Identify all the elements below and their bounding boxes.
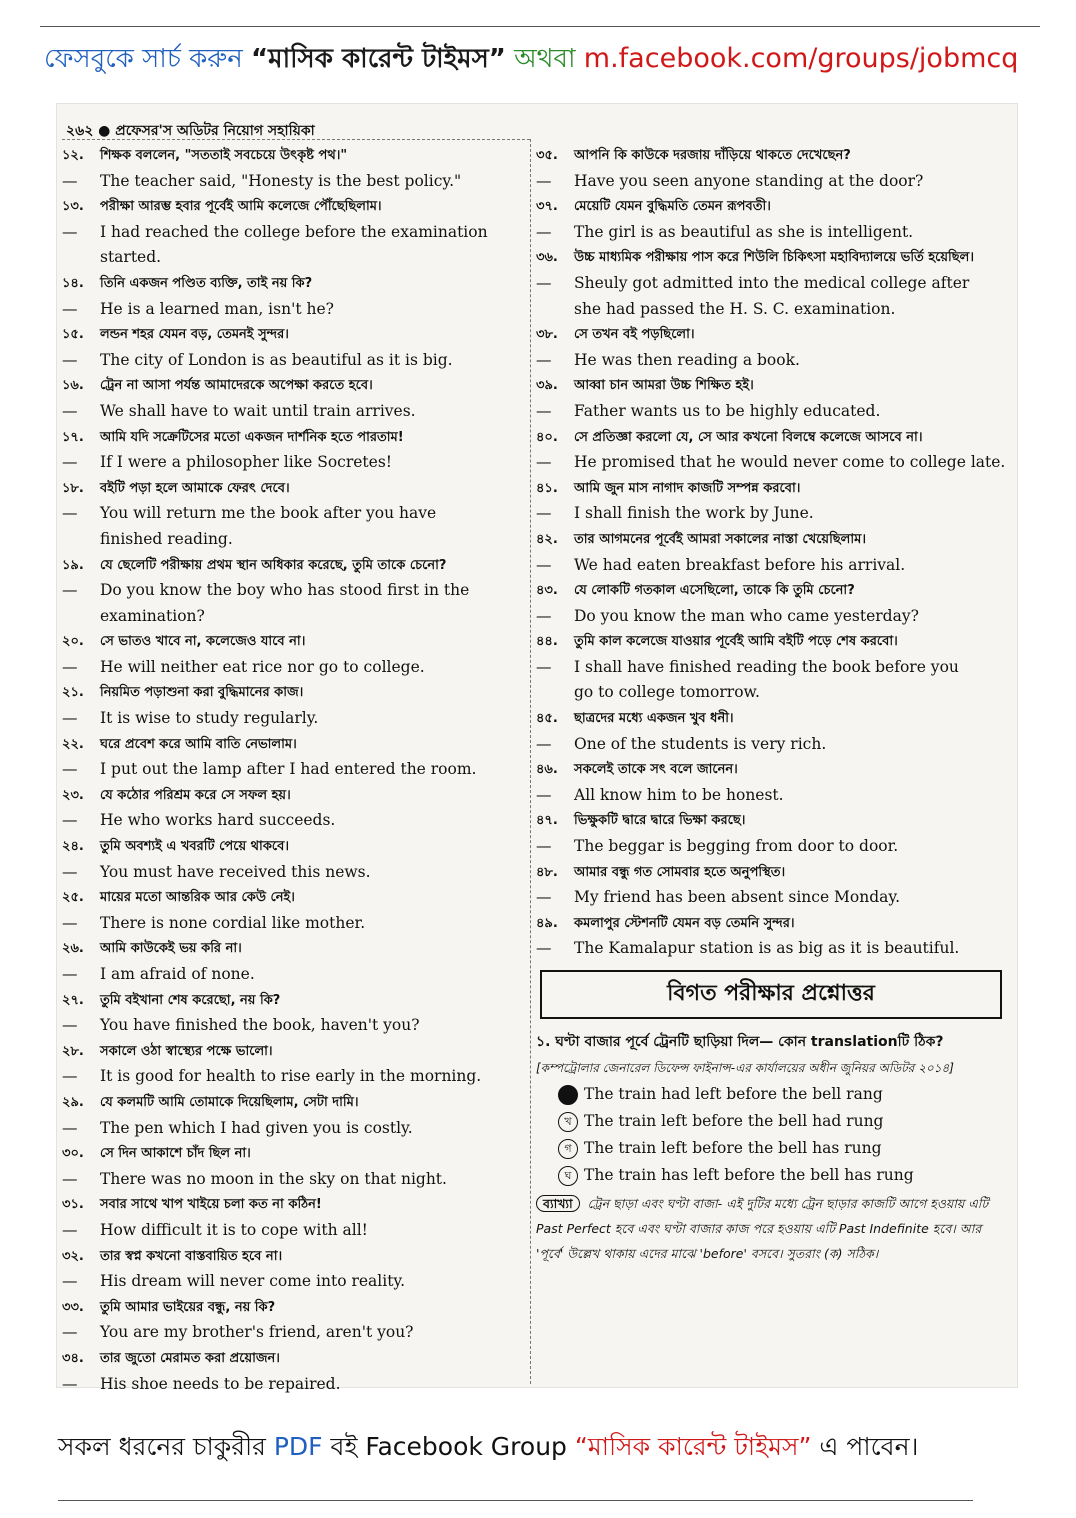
left-column [62,143,530,1397]
option-text: The train had left before the bell rang [584,1085,883,1103]
sentence-english [62,757,530,783]
dash-marker: — [536,734,552,753]
bangla-text: সে দিন আকাশে চাঁদ ছিল না। [100,1146,251,1162]
english-text: He will neither eat rice nor go to college. [100,657,425,676]
english-text: You have finished the book, haven't you? [100,1016,420,1035]
sentence-bangla [536,706,1006,732]
dash-marker: — [62,350,78,369]
dash-marker: — [536,785,552,804]
item-number: ৩৩. [62,1299,84,1315]
bangla-text: পরীক্ষা আরম্ভ হবার পূর্বেই আমি কলেজে পৌঁছেছিলাম। [100,199,382,215]
top-rule [40,26,1040,27]
english-text: Have you seen anyone standing at the door? [574,171,924,190]
explanation [536,1191,1006,1266]
bottom-rule [58,1500,973,1501]
column-divider [530,139,531,1384]
item-number: ১৫. [62,327,84,343]
sentence-english [62,1218,530,1244]
sentence-bangla [62,1141,530,1167]
item-number: ৪৩. [536,583,558,599]
answer-option [536,1081,1006,1108]
english-text: The Kamalapur station is as big as it is beautiful. [574,939,960,958]
dash-marker: — [536,222,552,241]
dash-marker: — [62,1374,78,1393]
english-text: His shoe needs to be repaired. [100,1374,341,1393]
sentence-english [536,297,1006,323]
sentence-bangla [536,245,1006,271]
option-marker: খ [558,1112,578,1132]
bangla-text: আমার বন্ধু গত সোমবার হতে অনুপস্থিত। [574,864,786,880]
item-number: ৩২. [62,1248,84,1264]
sentence-bangla [62,1346,530,1372]
dash-marker: — [62,760,78,779]
selected-option-marker [558,1085,578,1105]
dash-marker: — [62,581,78,600]
sentence-english [62,604,530,630]
sentence-bangla [62,476,530,502]
dash-marker: — [62,504,78,523]
exam-question [536,1029,1006,1081]
dash-marker: — [62,709,78,728]
item-number: ৪১. [536,480,558,496]
sentence-bangla [62,988,530,1014]
item-number: ২৯. [62,1094,84,1110]
answer-options [536,1081,1006,1189]
item-number: ৩৬. [536,250,558,266]
dash-marker: — [62,1169,78,1188]
item-number: ১৪. [62,275,84,291]
sentence-english [62,655,530,681]
dash-marker: — [62,1220,78,1239]
bangla-text: আমি জুন মাস নাগাদ কাজটি সম্পন্ন করবো। [574,480,801,496]
explanation-text: ট্রেন ছাড়া এবং ঘণ্টা বাজা- এই দুটির মধ্যে ট্রেন ছাড়ার কাজটি আগে হওয়ায় এটি Past Perfect হবে এবং ঘণ্টা বাজার কাজ পরে হওয়ায় এটি Past Indefinite হবে। আর 'পূর্বে' উল্লেখ থাকায় এদের মাঝে 'before' বসবে। সুতরাং (ক) সঠিক। [536,1196,989,1261]
sentence-english [62,399,530,425]
page-header: ২৬২ ● প্রফেসর'স অডিটর নিয়োগ সহায়িকা [66,123,315,139]
sentence-english [62,1372,530,1398]
footer-text-1: সকল ধরনের চাকুরীর [58,1432,266,1461]
footer-group-name: “মাসিক কারেন্ট টাইমস” [574,1432,812,1461]
english-text: Sheuly got admitted into the medical college after [574,273,970,292]
english-text: You must have received this news. [100,862,371,881]
bangla-text: তুমি বইখানা শেষ করেছো, নয় কি? [100,992,281,1008]
sentence-bangla [62,732,530,758]
item-number: ৪০. [536,429,558,445]
english-text: I shall finish the work by June. [574,504,814,523]
sentence-english [62,962,530,988]
right-column [536,143,1006,1266]
item-number: ৪২. [536,531,558,547]
sentence-bangla [62,936,530,962]
bangla-text: ছাত্রদের মধ্যে একজন খুব ধনী। [574,711,734,727]
banner-group-name: “মাসিক কারেন্ট টাইমস” [251,44,506,74]
english-text: I am afraid of none. [100,965,255,983]
sentence-english [536,680,1006,706]
sentence-english [62,706,530,732]
sentence-bangla [62,553,530,579]
option-text: The train left before the bell has rung [584,1139,882,1157]
sentence-english [62,1269,530,1295]
sentence-bangla [536,860,1006,886]
bangla-text: ট্রেন না আসা পর্যন্ত আমাদেরকে অপেক্ষা করতে হবে। [100,378,373,394]
sentence-english [536,169,1006,195]
footer-banner [58,1427,1018,1470]
item-number: ১৩. [62,199,84,215]
option-text: The train left before the bell had rung [584,1112,884,1130]
sentence-bangla [536,425,1006,451]
question-text: ঘণ্টা বাজার পূর্বে ট্রেনটি ছাড়িয়া দিল— কোন translationটি ঠিক? [555,1034,944,1050]
question-number: ১. [536,1034,551,1050]
dash-marker: — [62,1016,78,1035]
english-text: All know him to be honest. [574,785,784,804]
header-rule [62,139,530,140]
bangla-text: সে প্রতিজ্ঞা করলো যে, সে আর কখনো বিলম্বে কলেজে আসবে না। [574,429,923,445]
footer-text-3: এ পাবেন। [819,1432,919,1461]
english-text: Do you know the boy who has stood first in the [100,581,470,600]
bangla-text: আমি যদি সক্রেটিসের মতো একজন দার্শনিক হতে পারতাম! [100,429,404,445]
dash-marker: — [536,504,552,523]
sentence-english [62,860,530,886]
english-text: I shall have finished reading the book before you [574,657,959,676]
item-number: ৩০. [62,1146,84,1162]
sentence-english [62,911,530,937]
sentence-english [62,220,530,271]
english-text: He is a learned man, isn't he? [100,299,334,318]
bangla-text: মেয়েটি যেমন বুদ্ধিমতি তেমন রূপবতী। [574,199,771,215]
bangla-text: তুমি অবশ্যই এ খবরটি পেয়ে থাকবে। [100,839,290,855]
dash-marker: — [536,837,552,856]
item-number: ১৯. [62,557,84,573]
english-text: The teacher said, "Honesty is the best policy." [100,171,462,190]
banner-search-text: ফেসবুকে সার্চ করুন [44,44,243,74]
english-text: I had reached the college before the examination started. [100,222,488,267]
sentence-english [536,604,1006,630]
sentence-bangla [62,834,530,860]
item-number: ৩৮. [536,327,558,343]
item-number: ৪৬. [536,762,558,778]
english-text: We shall have to wait until train arrives. [100,401,416,420]
sentence-english [536,501,1006,527]
banner-link[interactable]: m.facebook.com/groups/jobmcq [583,43,1019,74]
sentence-english [536,783,1006,809]
banner-or-text: অথবা [514,44,576,74]
sentence-bangla [62,373,530,399]
sentence-bangla [536,476,1006,502]
sentence-english [62,808,530,834]
item-number: ১৮. [62,480,84,496]
sentence-bangla [536,194,1006,220]
item-number: ২৭. [62,992,84,1008]
dash-marker: — [536,939,552,958]
sentence-english [536,834,1006,860]
right-items [536,143,1006,962]
sentence-english [62,1320,530,1346]
dash-marker: — [62,453,78,472]
sentence-bangla [536,322,1006,348]
item-number: ৩১. [62,1197,84,1213]
sentence-bangla [536,629,1006,655]
english-text: The pen which I had given you is costly. [100,1118,413,1137]
exam-section-heading: বিগত পরীক্ষার প্রশ্নোত্তর [540,970,1002,1019]
sentence-bangla [62,425,530,451]
sentence-bangla [62,1192,530,1218]
option-text: The train has left before the bell has rung [584,1166,914,1184]
dash-marker: — [536,350,552,369]
sentence-english [536,732,1006,758]
dash-marker: — [536,888,552,907]
bangla-text: ঘরে প্রবেশ করে আমি বাতি নেভালাম। [100,736,297,752]
item-number: ১২. [62,148,84,163]
sentence-english [536,936,1006,962]
sentence-english [62,169,530,195]
dash-marker: — [536,453,552,472]
bangla-text: আপনি কি কাউকে দরজায় দাঁড়িয়ে থাকতে দেখেছেন? [574,148,851,163]
dash-marker: — [62,811,78,830]
dash-marker: — [62,1118,78,1137]
sentence-bangla [536,373,1006,399]
sentence-bangla [536,808,1006,834]
bangla-text: যে কঠোর পরিশ্রম করে সে সফল হয়। [100,787,291,803]
item-number: ৪৭. [536,813,558,829]
bangla-text: তুমি কাল কলেজে যাওয়ার পূর্বেই আমি বইটি পড়ে শেষ করবো। [574,634,898,650]
dash-marker: — [62,171,78,190]
dash-marker: — [62,965,78,983]
sentence-english [62,297,530,323]
english-text: The city of London is as beautiful as it is big. [100,350,453,369]
sentence-english [536,399,1006,425]
footer-text-2: বই Facebook Group [330,1432,567,1461]
sentence-english [536,271,1006,297]
sentence-bangla [62,143,530,169]
english-text: The beggar is begging from door to door. [574,837,899,856]
sentence-bangla [62,1090,530,1116]
english-text: He was then reading a book. [574,350,800,369]
sentence-bangla [536,143,1006,169]
sentence-english [62,578,530,604]
english-text: The girl is as beautiful as she is intelligent. [574,222,914,241]
bangla-text: তার আগমনের পূর্বেই আমরা সকালের নাস্তা খেয়েছিলাম। [574,531,866,547]
sentence-bangla [536,757,1006,783]
sentence-bangla [62,783,530,809]
sentence-bangla [536,911,1006,937]
sentence-english [536,450,1006,476]
sentence-english [62,1064,530,1090]
item-number: ২৪. [62,839,84,855]
dash-marker: — [62,913,78,932]
bangla-text: যে কলমটি আমি তোমাকে দিয়েছিলাম, সেটা দামি। [100,1094,359,1110]
dash-marker: — [62,657,78,676]
english-text: He promised that he would never come to college late. [574,453,1006,472]
answer-option [536,1162,1006,1189]
english-text: His dream will never come into reality. [100,1272,406,1291]
sentence-bangla [62,680,530,706]
english-text: You will return me the book after you have [100,504,437,523]
sentence-english [536,348,1006,374]
item-number: ২৬. [62,941,84,957]
bangla-text: সকলেই তাকে সৎ বলে জানেন। [574,762,738,778]
item-number: ১৬. [62,378,84,394]
sentence-bangla [62,194,530,220]
bangla-text: উচ্চ মাধ্যমিক পরীক্ষায় পাস করে শিউলি চিকিৎসা মহাবিদ্যালয়ে ভর্তি হয়েছিল। [574,250,974,266]
item-number: ৩৯. [536,378,558,394]
english-text: One of the students is very rich. [574,734,827,753]
english-text: You are my brother's friend, aren't you? [100,1323,414,1342]
english-text: How difficult it is to cope with all! [100,1220,368,1239]
item-number: ৩৭. [536,199,558,215]
sentence-bangla [62,629,530,655]
english-text: examination? [100,606,205,625]
scanned-page [56,103,1018,1393]
item-number: ৪৫. [536,711,558,727]
sentence-english [62,348,530,374]
bangla-text: আব্বা চান আমরা উচ্চ শিক্ষিত হই। [574,378,754,394]
bangla-text: কমলাপুর স্টেশনটি যেমন বড় তেমনি সুন্দর। [574,915,795,931]
dash-marker: — [62,1067,78,1086]
dash-marker: — [62,1272,78,1291]
bangla-text: মায়ের মতো আন্তরিক আর কেউ নেই। [100,890,295,906]
dash-marker: — [62,862,78,881]
sentence-english [62,1013,530,1039]
english-text: Father wants us to be highly educated. [574,401,881,420]
dash-marker: — [62,222,78,241]
item-number: ৪৪. [536,634,558,650]
footer-pdf: PDF [273,1432,323,1461]
bangla-text: তার জুতো মেরামত করা প্রয়োজন। [100,1350,280,1366]
item-number: ২৩. [62,787,84,803]
bangla-text: তিনি একজন পণ্ডিত ব্যক্তি, তাই নয় কি? [100,275,313,291]
english-text: There is none cordial like mother. [100,913,366,932]
sentence-english [536,553,1006,579]
bangla-text: শিক্ষক বললেন, "সততাই সবচেয়ে উৎকৃষ্ট পথ।" [100,148,348,163]
bangla-text: যে ছেলেটি পরীক্ষায় প্রথম স্থান অধিকার করেছে, তুমি তাকে চেনো? [100,557,447,573]
bangla-text: তুমি আমার ভাইয়ের বন্ধু, নয় কি? [100,1299,276,1315]
english-text: He who works hard succeeds. [100,811,336,830]
sentence-bangla [62,1244,530,1270]
bangla-text: আমি কাউকেই ভয় করি না। [100,941,242,957]
bangla-text: সবার সাথে খাপ খাইয়ে চলা কত না কঠিন! [100,1197,322,1213]
item-number: ১৭. [62,429,84,445]
english-text: We had eaten breakfast before his arrival. [574,555,906,574]
dash-marker: — [536,606,552,625]
sentence-english [536,885,1006,911]
dash-marker: — [62,299,78,318]
english-text: It is good for health to rise early in the morning. [100,1067,482,1086]
explanation-tag: ব্যাখ্যা [536,1195,580,1212]
item-number: ৪৮. [536,864,558,880]
option-marker: গ [558,1139,578,1159]
english-text: I put out the lamp after I had entered the room. [100,760,477,779]
english-text: go to college tomorrow. [574,683,760,702]
dash-marker: — [536,171,552,190]
sentence-english [62,1167,530,1193]
item-number: ২০. [62,634,84,650]
sentence-bangla [62,885,530,911]
english-text: she had passed the H. S. C. examination. [574,299,896,318]
dash-marker: — [536,555,552,574]
item-number: ২২. [62,736,84,752]
bangla-text: বইটি পড়া হলে আমাকে ফেরৎ দেবে। [100,480,290,496]
dash-marker: — [536,401,552,420]
dash-marker: — [62,401,78,420]
dash-marker: — [536,273,552,292]
bangla-text: সে ভাতও খাবে না, কলেজেও যাবে না। [100,634,306,650]
bangla-text: নিয়মিত পড়াশুনা করা বুদ্ধিমানের কাজ। [100,685,304,701]
sentence-bangla [62,1295,530,1321]
sentence-bangla [62,1039,530,1065]
english-text: My friend has been absent since Monday. [574,888,901,907]
bangla-text: তার স্বপ্ন কখনো বাস্তবায়িত হবে না। [100,1248,283,1264]
item-number: ২১. [62,685,84,701]
sentence-bangla [62,271,530,297]
sentence-english [62,450,530,476]
sentence-english [536,655,1006,681]
english-text: It is wise to study regularly. [100,709,319,728]
item-number: ৪৯. [536,915,558,931]
sentence-english [62,1116,530,1142]
sentence-bangla [536,527,1006,553]
dash-marker: — [62,1323,78,1342]
bangla-text: সকালে ওঠা স্বাস্থ্যের পক্ষে ভালো। [100,1043,273,1059]
option-marker: ঘ [558,1166,578,1186]
sentence-english [62,501,530,527]
english-text: There was no moon in the sky on that night. [100,1169,447,1188]
bangla-text: ভিক্ষুকটি দ্বারে দ্বারে ভিক্ষা করছে। [574,813,746,829]
bangla-text: লন্ডন শহর যেমন বড়, তেমনই সুন্দর। [100,327,289,343]
sentence-bangla [536,578,1006,604]
english-text: If I were a philosopher like Socretes! [100,453,393,472]
sentence-bangla [62,322,530,348]
bangla-text: সে তখন বই পড়ছিলো। [574,327,695,343]
item-number: ৩৪. [62,1350,84,1366]
item-number: ৩৫. [536,148,558,163]
sentence-english [536,220,1006,246]
english-text: Do you know the man who came yesterday? [574,606,919,625]
answer-option [536,1135,1006,1162]
promo-banner [44,38,1034,82]
question-source: [কম্পট্রোলার জেনারেল ডিফেন্স ফাইনান্স-এর কার্যালয়ের অধীন জুনিয়র অডিটর ২০১৪] [536,1061,954,1075]
english-text: finished reading. [100,529,233,548]
bangla-text: যে লোকটি গতকাল এসেছিলো, তাকে কি তুমি চেনো? [574,583,855,599]
answer-option [536,1108,1006,1135]
dash-marker: — [536,657,552,676]
item-number: ২৫. [62,890,84,906]
item-number: ২৮. [62,1043,84,1059]
sentence-english [62,527,530,553]
